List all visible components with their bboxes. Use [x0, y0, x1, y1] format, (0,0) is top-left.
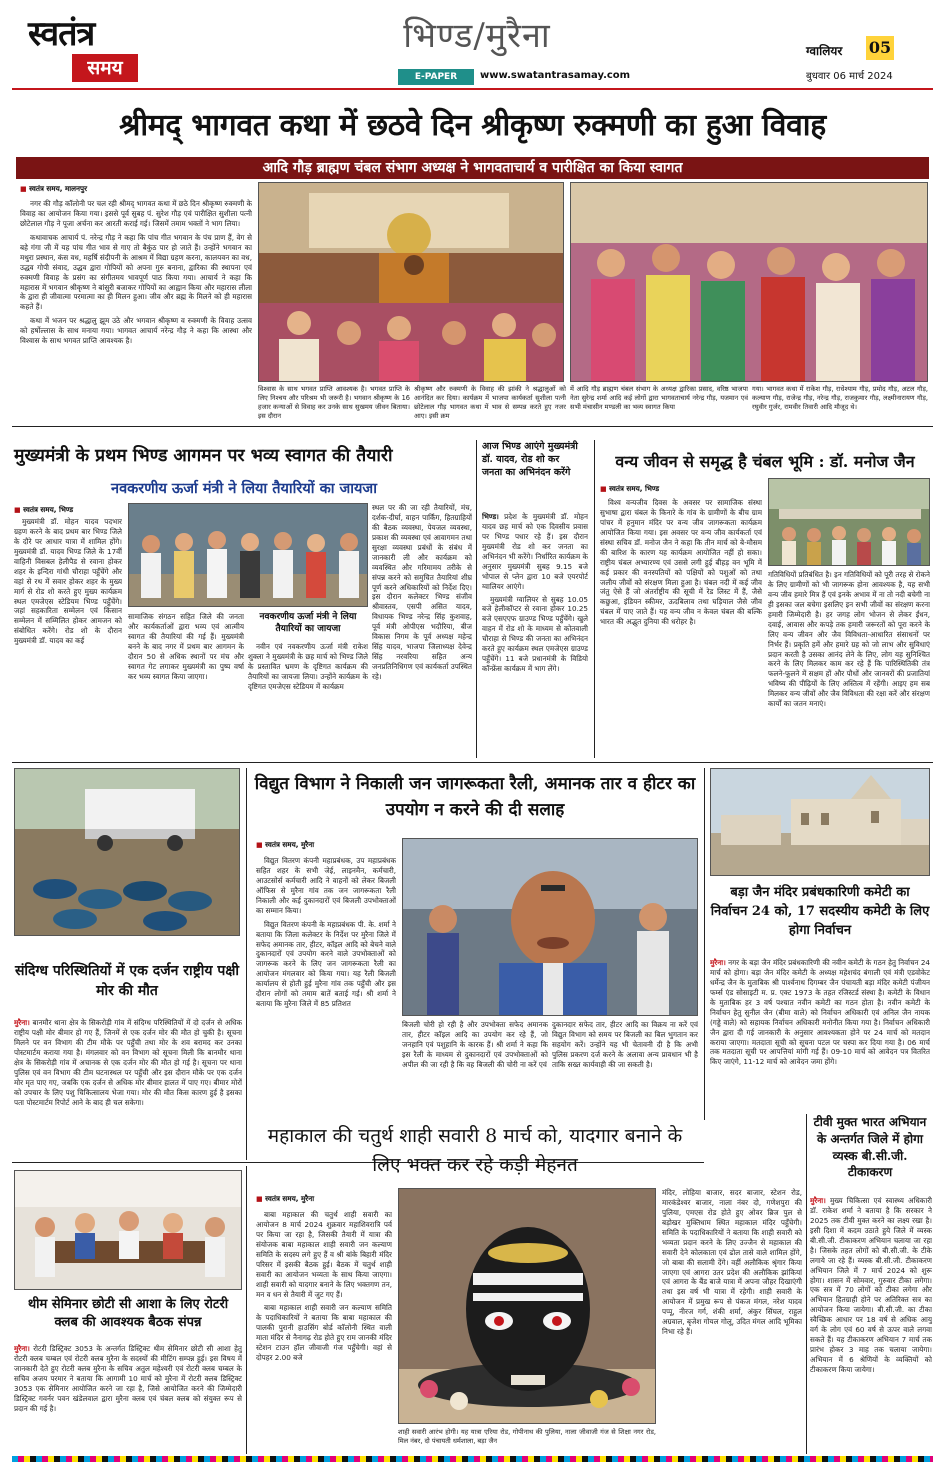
story10-headline: थीम सेमिनार छोटी सी आशा के लिए रोटरी क्लब की आवश्यक बैठक संपन्न: [27, 1297, 229, 1331]
story8-photo-text: शाही सवारी आरंभ होगी। यह यात्रा एरिया रोड, गोपीनाथ की पुलिया, नाला जीवाजी गंज से शिक्षा नगर रोड, मिल नंबर, दो पंचायती धर्मशाला, बड़ा जैन: [398, 1428, 656, 1445]
epaper-badge: E-PAPER: [398, 69, 474, 85]
story3-para1: प्रदेश के मुख्यमंत्री डॉ. मोहन यादव छह मार्च को एक दिवसीय प्रवास पर भिण्ड पधार रहे हैं। इस दौरान मुख्यमंत्री रोड शो कर जनता का अभिनंदन भी करेंगे। निर्धारित कार्यक्रम के अनुसार मुख्यमंत्री सुबह 9.15 बजे भोपाल से प्लेन द्वारा 10 बजे एयरपोर्ट ग्वालियर आएंगे।: [482, 512, 588, 591]
story1-para2: कथावाचक आचार्य पं. नरेन्द्र गौड़ ने कहा कि पांच गीत भगवान के पंच प्राण हैं, वेग से बहे गंगा जी में यह पांच गीत भाव से गाए तो बैकुंठ पार हो जाते हैं। उन्होंने भगवान का मथुरा प्रस्थान, कंस वध, महर्षि संदीपनी के आश्रम में विद्या ग्रहण करना, कालयवन का वध, उद्धव गोपी संवाद, उद्धव द्वारा गोपियों को अपना गुरु बनाना, द्वारिका की स्थापना एवं रुक्मणी विवाह के प्रसंग का संगीतमय भावपूर्ण पाठ किया गया। आचार्य ने कहा कि महारास में भगवान श्रीकृष्ण ने बांसुरी बजाकर गोपियों का आह्वान किया और महारास लीला के द्वारा ही जीवात्मा परमात्मा का ही मिलन हुआ। जीव और ब्रह्म के मिलने को ही महारास कहते हैं।: [20, 232, 252, 312]
divider-vertical-3: [246, 768, 247, 1160]
story5-dateline: मुरैना।: [14, 1018, 30, 1027]
story9-body-text: मुख्य चिकित्सा एवं स्वास्थ्य अधिकारी डॉ. राकेश शर्मा ने बताया है कि सरकार ने 2025 तक टीवी मुक्त करने का लक्ष्य रखा है। इसी दिशा में कदम उठाते हुये जिले में व्यस्क बी.सी.जी. टीकाकरण अभियान चलाया जा रहा है। जिसके तहत लोगों को बी.सी.जी. के टीके लगाये जा रहे हैं। व्यस्क बी.सी.जी. टीकाकरण अभियान जिले में 7 मार्च 2024 को शुरू होगा। शासन में सोमवार, गुरुवार टीका लगेगा। एक सत्र में 70 लोगों को टीका लगेगा और अभियान हितग्राही होने पर अतिरिक्त सत्र का आयोजन किया जायेगा। बी.सी.जी. का टीका स्वैच्छिक आधार पर 18 वर्ष से अधिक आयु वर्ग के लोग एवं 60 वर्ष से ऊपर वाले लगवा सकते हैं। यह टीकाकरण अभियान 7 मार्च तक प्रारंभ होकर 3 माह तक चलाया जायेगा। अभियान में 6 श्रेणियों के व्यक्तियों को टीकाकरण किया जायेगा।: [810, 1196, 932, 1374]
story9-dateline: मुरैना।: [810, 1196, 826, 1205]
story8-headline: महाकाल की चतुर्थ शाही सवारी 8 मार्च को, यादगार बनाने के लिए भक्त कर रहे कड़ी मेहनत: [267, 1125, 683, 1176]
story1-subhead: आदि गौड़ ब्राह्मण चंबल संभाग अध्यक्ष ने भागवताचार्य व पारीक्षित का किया स्वागत: [16, 157, 929, 179]
registration-color-bar: [12, 1456, 933, 1462]
story8-col2: मंदिर, लोहिया बाजार, सदर बाजार, स्टेशन रोड, मारकंडेश्वर बाजार, नाला नंबर दो, गणेशपुरा की पुलिया, एमएस रोड होते हुए ओवर ब्रिज पुल से बड़ोखर मुक्तिधाम स्थित महाकाल मंदिर पहुँचेगी। समिति के पदाधिकारियों ने बताया कि शाही सवारी को भव्यता प्रदान करने के लिए उज्जैन से महाकाल की सवारी देने कोलकाता एवं ढोल तासे वाले शामिल होंगे, जो बाबा की सलामी देंगे। वहीं अलौकिक श्रृंगार किया जाएगा एवं आगरा उतर प्रदेश की अलौकिक झांकियां एवं आगरा के बैंड बाजे यात्रा में अपना जौहर दिखाएंगी तथा इस वर्ष भी यात्रा में रहेगी। शाही सवारी के आयोजन में प्रमुख रूप से पंकज मंगल, नरेश यादव पप्पू, नीरज गर्ग, शंकी शर्मा, अंकुर सिंघल, राहुल अग्रवाल, बृजेश गोयल गोलू, उदित मंगल आदि भूमिका निभा रहे हैं।: [662, 1188, 802, 1337]
story1-para3: कथा में भजन पर श्रद्धालु झूम उठे और भगवान श्रीकृष्ण व रुक्मणी के विवाह उत्सव को हर्षोल्लास के साथ मनाया गया। भागवत आचार्य नरेन्द्र गौड़ ने कहा कि आस्था और विश्वास के साथ भगवत प्राप्ति आवश्यक है।: [20, 316, 252, 346]
story5-photo: [14, 768, 240, 936]
website: www.swatantrasamay.com: [480, 70, 631, 81]
story5-headline: संदिग्ध परिस्थितियों में एक दर्जन राष्ट्रीय पक्षी मोर की मौत: [14, 963, 240, 999]
edition-title: भिण्ड/मुरैना: [403, 16, 551, 56]
story8-photo: [398, 1188, 656, 1424]
story6-col2: बिजली चोरी हो रही है और उपभोक्ता सफेद अमानक तार, हीटर कॉइल आदि का उपयोग कर रहे हैं, जो जनहानि एवं पशुहानि के कारक हैं। श्री शर्मा ने कहा कि इस रैली के माध्यम से दुकानदारों एवं उपभोक्ताओं को अपील की जा रही है कि वह बिजली की चोरी ना करें एवं: [402, 1020, 548, 1069]
logo-bottom: समय: [72, 54, 138, 82]
story6-byline: ■ स्वतंत्र समय, मुरैना: [256, 840, 396, 850]
story8-para2: बाबा महाकाल शाही सवारी जन कल्याण समिति के पदाधिकारियों ने बताया कि बाबा महाकाल की पालकी पुरानी हाउसिंग बोर्ड कॉलोनी स्थित वाली माता मंदिर से नैनागढ़ रोड होते हुए राम जानकी मंदिर स्टेशन टाउन हॉल जीवाजी गंज पहुँचेगी। वहां से दोपहर 2.00 बजे: [256, 1303, 392, 1363]
story5-body: [14, 1018, 242, 1156]
story3-para2: मुख्यमंत्री ग्वालियर से सुबह 10.05 बजे हेलीकॉप्टर से रवाना होकर 10.25 बजे एसएएफ ग्राउण्ड भिण्ड पहुँचेंगे। खुले वाहन में रोड शो के माध्यम से कोतवाली चौराहा से भिण्ड की जनता का अभिनंदन करते हुए कार्यक्रम स्थल एमजेएस ग्राउण्ड पहुँचेंगे। 11 बजे प्रधानमंत्री के विडियो कॉन्फ्रेंस कार्यक्रम में भाग लेंगे।: [482, 594, 588, 674]
story7-headline: बड़ा जैन मंदिर प्रबंधकारिणी कमेटी का निर्वाचन 24 को, 17 सदस्यीय कमेटी के लिए होगा निर्वाचन: [710, 885, 930, 938]
divider-1: [12, 426, 933, 427]
story6-para2: विद्युत वितरण कंपनी के महाप्रबंधक पी. के. शर्मा ने बताया कि जिला कलेक्टर के निर्देश पर मुरैना जिले में सफेद अमानक तार, हीटर, कॉइल आदि को बेचने वाले दुकानदारों एवं उपयोग करने वाले उपभोक्ताओं को जागरूक करने के लिए जन जागरूकता रैली का आयोजन मंगलवार को किया गया। यह रैली बिजली कार्यालय से होती हुई मुरैना गांव तक पहुँची और इस दौरान लोगों को तमाम बातें बताई गई। श्री शर्मा ने बताया कि मुरैना जिले में 85 प्रतिशत: [256, 919, 396, 1009]
divider-2: [12, 762, 933, 763]
story1-byline: ■ स्वतंत्र समय, मालनपुर: [20, 184, 220, 194]
story4-headline: वन्य जीवन से समृद्ध है चंबल भूमि : डॉ. मनोज जैन: [615, 452, 915, 471]
page-number: 05: [866, 36, 894, 60]
story3-dateline: भिण्ड।: [482, 512, 499, 521]
story2-col2: सामाजिक संगठन सहित जिले की जनता और कार्यकर्ताओं द्वारा भव्य एवं आत्मीय स्वागत की तैयारियां की गई हैं। मुख्यमंत्री बनने के बाद नगर में प्रथम बार आगमन के दौरान 50 से अधिक स्थानों पर मंच और स्वागत गेट लगाकर मुख्यमंत्री का पुष्प वर्षा कर भव्य स्वागत किया जाएगा।: [128, 612, 244, 681]
logo-top: स्वतंत्र: [28, 14, 95, 54]
story4-byline: ■ स्वतंत्र समय, भिण्ड: [600, 484, 760, 494]
story4-photo: [768, 478, 930, 566]
divider-vertical-6: [806, 1114, 807, 1454]
story6-col1: [256, 856, 396, 1158]
story10-body-text: रोटरी डिस्ट्रिक्ट 3053 के अन्तर्गत डिस्ट्रिक्ट थीम सेमिनार छोटी सी आशा हेतु रोटरी क्लब चम्बल एवं रोटरी क्लब मुरैना के सदस्यों की मीटिंग सम्पन्न हुई। इस विषय में जानकारी देते हुए रोटरी क्लब मुरैना के सचिव अतुल महेश्वरी एवं रोटरी क्लब चम्बल के सचिव अजय परमार ने बताया कि आगामी 10 मार्च को मुरैना में रोटरी क्लब डिस्ट्रिक्ट 3053 एक सेमिनार आयोजित करने जा रहा है, जिसे आयोजित करने की जिम्मेदारी डिस्ट्रिक्ट गवर्नर पवन खंडेलवाल द्वारा मुरैना क्लब एवं चंबल क्लब को संयुक्त रूप से प्रदान की गई है।: [14, 1344, 242, 1413]
story1-col3: श्रीकृष्ण और रुक्मणी के विवाह की झांकी ने श्रद्धालुओं को आनंदित कर दिया। कार्यक्रम में भाजपा कार्यकर्ता सुशीला पत्नी छोटेलाल गौड़ भागवत कथा में भाव से सम्पन्न करते हुए नजर आए। इसी क्रम: [414, 385, 566, 419]
story7-body-text: नगर के बड़ा जैन मंदिर प्रबंधकारिणी की नवीन कमेटी के गठन हेतु निर्वाचन 24 मार्च को होगा। बड़ा जैन मंदिर कमेटी के अध्यक्ष महेशचंद बंगाली एवं मंत्री एडवोकेट धर्मेन्द्र जैन के मुताबिक श्री पार्श्वनाथ दिगम्बर जैन पंचायती बड़ा मंदिर कमेटी पंजीयन फर्म्स एंड सोसाइटी म. प्र. एक्ट 1973 के तहत रजिस्टर्ड संस्था है। कमेटी के विधान के मुताबिक हर 3 वर्ष पश्चात नवीन कमेटी का गठन होता है। नवीन कमेटी के निर्वाचन हेतु सुनील जैन (बीमा वाले) को निर्वाचन अधिकारी एवं अनिल जैन नायक (गड्डे वाले) को सहायक निर्वाचन अधिकारी मनोनीत किया गया है। निर्वाचन अधिकारी जैन द्वारा दी गई जानकारी के अनुसार आवश्यकता होने पर 24 मार्च को मतदान कराया जाएगा। मतदाता सूची को सूचना पटल पर चस्पा कर दिया गया है। 06 मार्च तक मतदाता सूची पर आपत्तियां मांगी गई हैं। 09-10 मार्च को आवेदन पत्र वितरित किए जाएंगे, 11-12 मार्च को आवेदन जमा होंगे।: [710, 958, 930, 1067]
story9-body: [810, 1196, 932, 1454]
story2-photo: [128, 503, 368, 607]
story10-photo: [14, 1170, 242, 1290]
logo: [28, 14, 140, 86]
story1-col2: विश्वास के साथ भगवत प्राप्ति आवश्यक है। भगवत प्राप्ति के लिए निश्चय और परिश्रम भी जरूरी है। भगवान श्रीकृष्ण के 16 हजार कन्याओं से विवाह कर उनके साथ सुखमय जीवन बिताया। इस दौरान: [258, 385, 410, 419]
story9-headline: टीवी मुक्त भारत अभियान के अन्तर्गत जिले में होगा व्यस्क बी.सी.जी. टीकाकरण: [813, 1115, 927, 1180]
story1-para1: नगर की गौड़ कॉलोनी पर चल रही श्रीमद् भागवत कथा में छठे दिन श्रीकृष्ण रुक्मणी के विवाह का आयोजन किया गया। इससे पूर्व सुबह पं. सुरेश गौड़ एवं पारीक्षित सुशीला पत्नी छोटेलाल गौड़ ने पूजा अर्चना कर आरती कराई गई। जिसमें तमाम भक्तों ने भाग लिया।: [20, 199, 252, 228]
story8-byline: ■ स्वतंत्र समय, मुरैना: [256, 1194, 386, 1204]
story4-col2-text: इन गतिविधियों को पूरी तरह से रोकने के लिए ग्रामीणों को भी जागरूक होना आवश्यक है, यह सभी वन्य जीव हमारे मित्र हैं एवं इनके अभाव में ना तो नदी बचेगी ना ही इसका जल बचेगा इसलिए इन सभी जीवों का संरक्षण करना हमारी जिम्मेदारी है। हर जगह लोग भोजन से लेकर ईंधन, दवाई, आवास और कपड़े तक हमारी जरूरतों को पूरा करने के लिए वन्य जीवन और जैव विविधता-आधारित संसाधनों पर निर्भर हैं। प्रकृति हमें और हमारे ग्रह को जो लाभ और सुविधाएं प्रदान करती है उसका आनंद लेने के लिए, लोग यह सुनिश्चित करने के लिए मिलकर काम कर रहे हैं कि पारिस्थितिकी तंत्र फलने-फूलने में सक्षम हों और पौधों और जानवरों की प्रजातियां भविष्य की पीढ़ियों के लिए अस्तित्व में रहेंगी। आइए हम सब मिलकर वन्य जीवों और जैव विविधता की रक्षा करें और संरक्षण कार्यों का जतन मनाएं।: [768, 570, 930, 709]
story2-subhead: नवकरणीय ऊर्जा मंत्री ने लिया तैयारियों का जायजा: [111, 480, 377, 497]
story2-photo-caption: नवकरणीय ऊर्जा मंत्री ने लिया तैयारियों का जायजा: [259, 612, 357, 634]
story2-col3: नवीन एवं नवकरणीय ऊर्जा मंत्री राकेश शुक्ला ने मुख्यमंत्री के छह मार्च को भिण्ड जिले के प्रस्तावित भ्रमण के दृष्टिगत कार्यक्रम की तैयारियों का जायजा लिया। उन्होंने कार्यक्रम के दृष्टिगत एमजेएस स्टेडियम में कार्यक्रम: [248, 642, 368, 691]
story6-col3: दुकानदार सफेद तार, हीटर आदि का विक्रय ना करें एवं विद्युत विभाग को समय पर बिजली का बिल भुगतान कर सहयोग करें। उन्होंने यह भी चेतावनी दी है कि अभी पुलिस प्रकरण दर्ज करने के अलावा अन्य प्रावधान भी है ताकि सख्त कार्यवाही की जा सकती है।: [552, 1020, 698, 1069]
story2-col4: स्थल पर की जा रही तैयारियों, मंच, दर्शक-दीर्घा, वाहन पार्किंग, हितग्राहियों की बैठक व्यवस्था, पेयजल व्यवस्था, प्रकाश की व्यवस्था एवं आवागमन तथा सुरक्षा व्यवस्था प्रबंधों के संबंध में जानकारी ली और कार्यक्रम को व्यवस्थित और गरिमामय तरीके से संपन्न करने को समुचित तैयारियां शीघ्र पूर्ण करने अधिकारियों को निर्देश दिए। इस दौरान कलेक्टर भिण्ड संजीव श्रीवास्तव, एसपी असित यादव, विधायक भिण्ड नरेन्द्र सिंह कुशवाह, पूर्व मंत्री ओपीएस भदौरिया, बीज विकास निगम के पूर्व अध्यक्ष महेन्द्र सिंह यादव, भाजपा जिलाध्यक्ष देवेन्द्र सिंह नरवरिया सहित अन्य जनप्रतिनिधिगण एवं कार्यकर्ता उपस्थित रहे।: [372, 503, 472, 681]
story3-headline: आज भिण्ड आएंगे मुख्यमंत्री डॉ. यादव, रोड शो कर जनता का अभिनंदन करेंगे: [482, 441, 578, 478]
divider-vertical-4: [704, 768, 705, 1120]
story6-photo: [402, 838, 698, 1016]
story10-dateline: मुरैना।: [14, 1344, 30, 1353]
story7-dateline: मुरैना।: [710, 958, 726, 967]
issue-date: बुधवार 06 मार्च 2024: [806, 71, 893, 82]
story6-headline: विद्युत विभाग ने निकाली जन जागरूकता रैली, अमानक तार व हीटर का उपयोग न करने की दी सलाह: [254, 774, 696, 820]
story4-col1: विश्व वन्यजीव दिवस के अवसर पर सामाजिक संस्था सुभाषा द्वारा चंबल के किनारे के गांव के ग्रामीणों के बीच ग्राम पांचर में हनुमान मंदिर पर वन्य जीव जागरूकता कार्यक्रम आयोजित किया गया। इस अवसर पर वन्य जीव कार्यकर्ता एवं संस्था सचिव डॉ. मनोज जैन ने कहा कि तीन मार्च को बे-मौसम की बारिश के कारण यह कार्यक्रम आयोजित नहीं हो सका। राष्ट्रीय चंबल अभ्यारण्य एवं उससे लगी हुई बीहड़ वन भूमि में कई प्रकार की वनस्पतियों को पक्षियों को पशुओं को तथा जलीय जीवों को संरक्षण मिला हुआ है। चंबल नदी में कई जीव जंतु ऐसे हैं जो अंतर्राष्ट्रीय की सूची में रेड लिस्ट में हैं, जैसे कछुआ, इंडियन स्कीमर, ऊदबिलाव तथा घड़ियाल जैसे जीव चंबल में पाए जाते हैं। यह वन्य जीव न केवल चंबल की बल्कि भारत की अद्भुत दुनिया की धरोहर है।: [600, 498, 762, 627]
divider-vertical-1: [476, 440, 477, 758]
story2-col1: मुख्यमंत्री डॉ. मोहन यादव पदभार ग्रहण करने के बाद प्रथम बार भिण्ड जिले के दौरे पर आधार यात्रा में शामिल होंगे। मुख्यमंत्री डॉ. यादव भिण्ड जिले के 17वीं वाहिनी विसबल हेलीपैड से रवाना होकर शहर के इन्दिरा गांधी चौराहा पहुँचेंगे और वहां से रथ में सवार होकर शहर के मुख्य मार्ग से रोड शो करते हुए मुख्य कार्यक्रम स्थल एमजेएस स्टेडियम भिण्ड पहुँचेंगे। जहां सहकारिता सम्मेलन एवं किसान सम्मेलन में सम्मिलित होकर आमजन को संबोधित करेंगे। रोड शो के दौरान मुख्यमंत्री डॉ. यादव का कई: [14, 517, 122, 646]
story10-body: [14, 1344, 242, 1448]
story4-col2: [768, 570, 930, 758]
story1-col4: में आदि गौड़ ब्राह्मण चंबल संभाग के अध्यक्ष द्वारिका प्रसाद, वरिष्ठ भाजपा नेता सुरेन्द्र शर्मा आदि कई लोगों द्वारा भागवताचार्य नरेन्द्र गौड़, यजमान एवं सभी मंचासीन मण्डली का भव्य स्वागत किया: [570, 385, 748, 411]
story8-col1: [256, 1210, 392, 1450]
story8-para1: बाबा महाकाल की चतुर्थ शाही सवारी का आयोजन 8 मार्च 2024 शुक्रवार महाशिवरात्रि पर्व पर किया जा रहा है, जिसकी तैयारी में यात्रा की संयोजक बाबा महाकाल शाही सवारी जन कल्याण समिति के सदस्य लगे हुए हैं व श्री बांके बिहारी मंदिर परिसर में इसकी बैठक हुई। बैठक में चतुर्थ शाही सवारी का आयोजन भव्यता के साथ किया जाएगा। शाही सवारी को यादगार बनाने के लिए भक्तगण तन, मन व धन से तैयारी में जुट गए हैं।: [256, 1210, 392, 1299]
city: ग्वालियर: [806, 44, 843, 58]
story2-byline: ■ स्वतंत्र समय, भिण्ड: [14, 505, 124, 515]
story7-body: [710, 958, 930, 1120]
divider-vertical-5: [246, 1166, 247, 1454]
story5-body-text: बानमौर थाना क्षेत्र के सिकरोड़ी गांव में संदिग्ध परिस्थितियों में दो दर्जन से अधिक राष्ट्रीय पक्षी मोर बीमार हो गए हैं, जिनमें से एक दर्जन मोर की मौत हो चुकी है। सूचना मिलने पर वन विभाग की टीम मौके पर पहुँची तथा मोर के शव बरामद कर उनका पोस्टमार्टम कराया गया है। मंगलवार को वन विभाग को सूचना मिली कि बानमौर थाना क्षेत्र के सिकरोड़ी गांव में अचानक से एक दर्जन मोर की मौत हो गई है। सूचना पर थाना पुलिस एवं वन विभाग की टीम घटनास्थल पर पहुँची और इस दौरान मौके पर एक दर्जन मोर मृत पाए गए, जबकि एक दर्जन से अधिक मोर बीमार हालत में पाए गए। बीमार मोरों को उपचार के लिए पशु चिकित्सालय भेजा गया। मोर की मौत किस कारण हुई है इसका पता पोस्टमार्टम रिपोर्ट आने के बाद ही चल सकेगा।: [14, 1018, 242, 1107]
story1-headline: श्रीमद् भागवत कथा में छठवे दिन श्रीकृष्ण रुक्मणी का हुआ विवाह: [119, 108, 826, 143]
story6-para1: विद्युत वितरण कंपनी महाप्रबंधक, उप महाप्रबंधक सहित शहर के सभी जेई, लाइनमैन, कर्मचारी, आउटसोर्स कर्मचारी आदि ने वाहनों को लेकर बिजली ऑफिस से मुरैना गांव तक जन जागरूकता रैली निकाली और कई दुकानदारों एवं बिजली उपभोक्ताओं का सम्मान किया।: [256, 856, 396, 915]
story4-photo-note: गतिविधियों प्रतिबंधित है।: [768, 570, 832, 579]
story1-photo-1: [258, 182, 564, 382]
story2-headline: मुख्यमंत्री के प्रथम भिण्ड आगमन पर भव्य स्वागत की तैयारी: [14, 446, 393, 466]
divider-vertical-2: [594, 440, 595, 758]
story1-photo-2: [570, 182, 928, 382]
story1-col5: गया। भागवत कथा में राकेश गौड़, राधेश्याम गौड़, प्रमोद गौड़, अटल गौड़, कल्याण गौड़, राजेन्द्र गौड़, नरेन्द्र गौड़, राजकुमार गौड़, लक्ष्मीनारायण गौड़, रघुवीर गुर्जर, रामवीर तिवारी आदि मौजूद थे।: [752, 385, 928, 411]
story7-photo: [710, 768, 930, 876]
masthead-rule: [12, 88, 933, 90]
story1-col1: [20, 199, 252, 417]
story3-body: [482, 512, 588, 758]
masthead: [0, 0, 945, 92]
